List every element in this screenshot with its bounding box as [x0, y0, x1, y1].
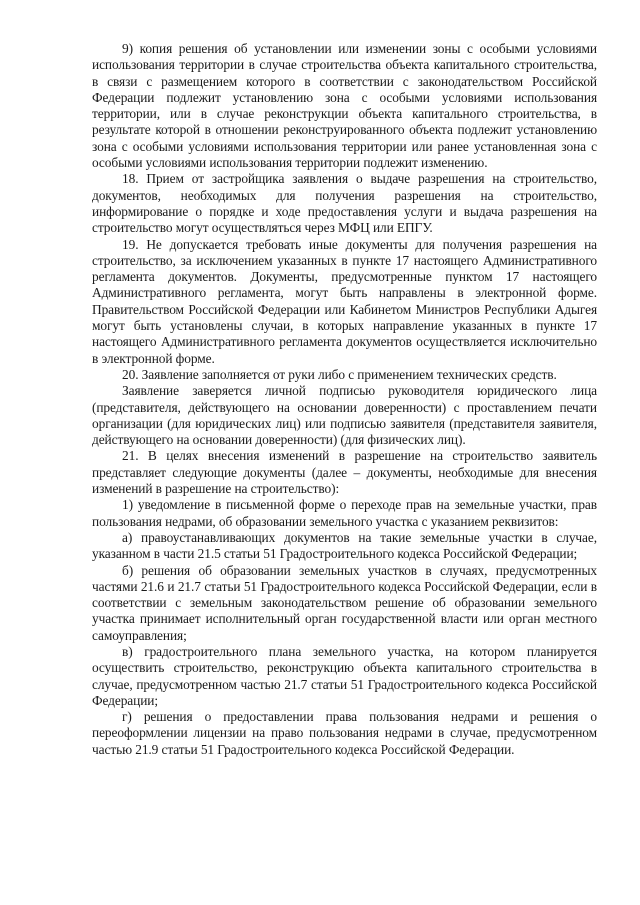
paragraph-19: 19. Не допускается требовать иные документы для получения разрешения на строительство, за исключением указанных в пункте 17 настоящего Административного регламента документов. Документы, предусмотренные пунктом 17 настоящего Административного регламента, могут быть направлены в электронной форме. Правительством Российской Федерации или Кабинетом Министров Республики Адыгея могут быть установлены случаи, в которых направление указанных в пункте 17 настоящего Административного регламента документов осуществляется исключительно в электронной форме.	[92, 236, 597, 366]
paragraph-21-item-g: г) решения о предоставлении права пользования недрами и решения о переоформлении лицензии на право пользования недрами в случае, предусмотренном частью 21.9 статьи 51 Градостроительного кодекса Российской Федерации.	[92, 709, 597, 757]
paragraph-18: 18. Прием от застройщика заявления о выдаче разрешения на строительство, документов, необходимых для получения разрешения на строительство, информирование о порядке и ходе предоставления услуги и выдача разрешения на строительство могут осуществляться через МФЦ или ЕПГУ.	[92, 171, 597, 236]
paragraph-21: 21. В целях внесения изменений в разрешение на строительство заявитель представляет следующие документы (далее – документы, необходимые для внесения изменений в разрешение на строительство):	[92, 448, 597, 497]
paragraph-21-item-b: б) решения об образовании земельных участков в случаях, предусмотренных частями 21.6 и 21.7 статьи 51 Градостроительного кодекса Российской Федерации, если в соответствии с земельным законодательством решение об образовании земельного участка принимает исполнительный орган государственной власти или орган местного самоуправления;	[92, 562, 597, 643]
document-body	[92, 41, 597, 758]
paragraph-21-item-a: а) правоустанавливающих документов на такие земельные участки в случае, указанном в части 21.5 статьи 51 Градостроительного кодекса Российской Федерации;	[92, 529, 597, 562]
paragraph-20: 20. Заявление заполняется от руки либо с применением технических средств.	[122, 366, 557, 382]
paragraph-item-9: 9) копия решения об установлении или изменении зоны с особыми условиями использования территории в случае строительства объекта капитального строительства, в связи с размещением которого в соответствии с законодательством Российской Федерации подлежит установлению зона с особыми условиями использования территории, или в случае реконструкции объекта капитального строительства, в результате которой в отношении реконструированного объекта подлежит установлению зона с особыми условиями использования территории или ранее установленная зона с особыми условиями использования территории подлежит изменению.	[92, 41, 597, 171]
paragraph-21-item-1: 1) уведомление в письменной форме о переходе прав на земельные участки, прав пользования недрами, об образовании земельного участка с указанием реквизитов:	[92, 497, 597, 529]
paragraph-signature-requirements: Заявление заверяется личной подписью руководителя юридического лица (представителя, действующего на основании доверенности) с проставлением печати организации (для юридических лиц) или подписью заявителя (представителя заявителя, действующего на основании доверенности) (для физических лиц).	[92, 383, 597, 448]
paragraph-21-item-v: в) градостроительного плана земельного участка, на котором планируется осуществить строительство, реконструкцию объекта капитального строительства в случае, предусмотренном частью 21.7 статьи 51 Градостроительного кодекса Российской Федерации;	[92, 643, 597, 708]
